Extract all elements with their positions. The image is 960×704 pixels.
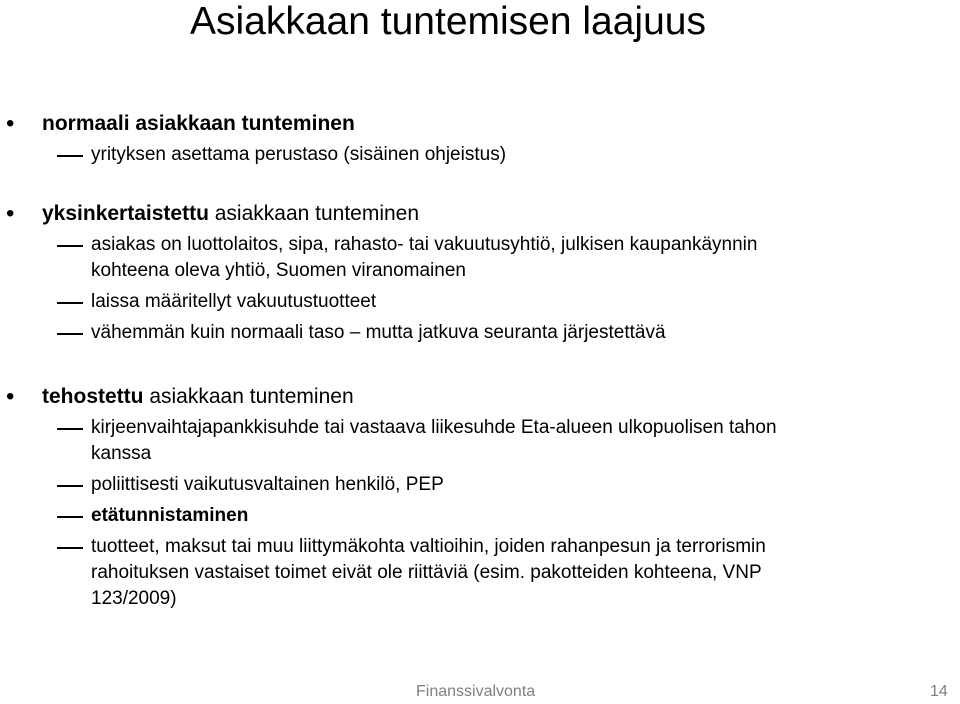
list-item: laissa määritellyt vakuutustuotteet (91, 291, 377, 312)
section-heading-normal: normaali asiakkaan tunteminen (42, 112, 355, 135)
dash-icon (57, 245, 83, 247)
section-heading-rest: asiakkaan tunteminen (143, 385, 354, 408)
page-number: 14 (930, 683, 948, 700)
bullet-icon: • (6, 110, 15, 137)
dash-icon (57, 302, 83, 304)
list-item: vähemmän kuin normaali taso – mutta jatkuva seuranta järjestettävä (91, 322, 666, 343)
section-heading-simplified (42, 202, 419, 226)
section-heading-bold: yksinkertaistettu (42, 202, 209, 225)
dash-icon (57, 485, 83, 487)
list-item: yrityksen asettama perustaso (sisäinen ohjeistus) (91, 144, 507, 165)
list-item: kirjeenvaihtajapankkisuhde tai vastaava liikesuhde Eta-alueen ulkopuolisen tahon (91, 417, 777, 438)
section-heading-enhanced (42, 385, 354, 409)
list-item: tuotteet, maksut tai muu liittymäkohta valtioihin, joiden rahanpesun ja terrorismin (91, 536, 766, 557)
slide-title: Asiakkaan tuntemisen laajuus (190, 0, 706, 43)
dash-icon (57, 547, 83, 549)
bullet-icon: • (6, 200, 15, 227)
list-item: etätunnistaminen (91, 505, 249, 526)
footer-source: Finanssivalvonta (416, 683, 536, 700)
list-item-continuation: 123/2009) (91, 588, 177, 609)
list-item-continuation: kohteena oleva yhtiö, Suomen viranomainen (91, 260, 466, 281)
dash-icon (57, 428, 83, 430)
dash-icon (57, 333, 83, 335)
list-item: poliittisesti vaikutusvaltainen henkilö, PEP (91, 474, 444, 495)
list-item-continuation: rahoituksen vastaiset toimet eivät ole riittäviä (esim. pakotteiden kohteena, VNP (91, 562, 762, 583)
section-heading-bold: tehostettu (42, 385, 144, 408)
bullet-icon: • (6, 383, 15, 410)
list-item: asiakas on luottolaitos, sipa, rahasto- tai vakuutusyhtiö, julkisen kaupankäynnin (91, 234, 758, 255)
list-item-continuation: kanssa (91, 443, 152, 464)
dash-icon (57, 516, 83, 518)
dash-icon (57, 155, 83, 157)
section-heading-rest: asiakkaan tunteminen (208, 202, 420, 225)
